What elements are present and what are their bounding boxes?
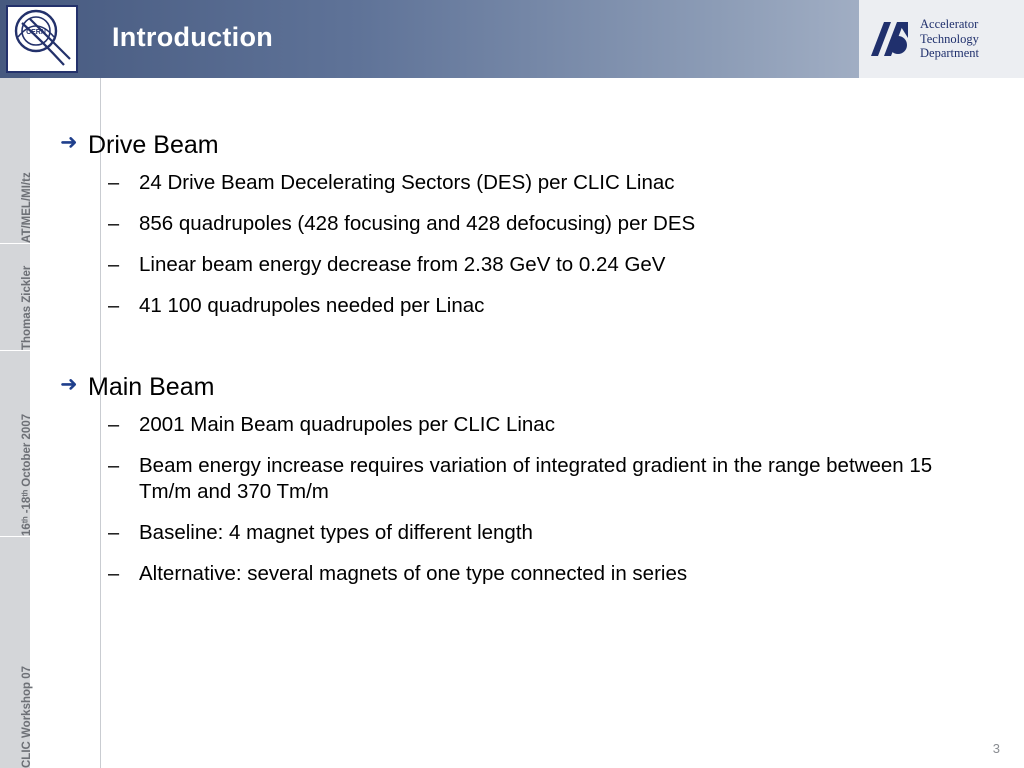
list-item-label: Alternative: several magnets of one type connected in series [139,562,688,585]
list-item [108,561,1010,587]
list-item-label: Baseline: 4 magnet types of different length [139,521,533,544]
accelerator-technology-department-logo-icon [867,16,913,62]
list-item [108,520,1010,546]
department-line-1: Accelerator [920,17,979,32]
sidebar-item-department: AT/MEL/MI/tz [21,172,33,243]
list-item-label: 2001 Main Beam quadrupoles per CLIC Linac [139,413,555,436]
sidebar-item-event: CLIC Workshop 07 [21,665,33,768]
dash-bullet-icon: – [108,295,120,317]
list-item-label: 24 Drive Beam Decelerating Sectors (DES) per CLIC Linac [139,171,675,194]
sidebar-divider [0,350,30,351]
page-title: Introduction [112,22,274,52]
svg-text:CERN: CERN [26,29,46,36]
dash-bullet-icon: – [108,414,120,436]
list-item-label: Linear beam energy decrease from 2.38 GeV to 0.24 GeV [139,253,666,276]
arrow-bullet-icon: ➜ [60,131,78,154]
dash-bullet-icon: – [108,172,120,194]
list-item [108,252,1010,278]
sidebar-divider [0,243,30,244]
sidebar-item-author: Thomas Zickler [21,265,33,350]
section-heading-label: Main Beam [88,373,215,401]
section-heading [60,130,1010,160]
list-item-label: 41 100 quadrupoles needed per Linac [139,294,485,317]
dash-bullet-icon: – [108,455,120,477]
dash-bullet-icon: – [108,213,120,235]
section-heading [60,372,1010,402]
cern-logo-icon [6,5,78,73]
section-heading-label: Drive Beam [88,131,219,159]
dash-bullet-icon: – [108,563,120,585]
department-logo-block [859,0,1024,78]
list-item [108,412,1010,438]
list-item [108,211,1010,237]
sidebar [0,78,33,768]
slide-body [60,130,1010,602]
department-name [920,17,979,61]
department-line-2: Technology [920,31,979,46]
dash-bullet-icon: – [108,522,120,544]
list-item-label: 856 quadrupoles (428 focusing and 428 defocusing) per DES [139,212,696,235]
list-item-label: Beam energy increase requires variation of integrated gradient in the range between 15 Tm/m and 370 Tm/m [139,454,933,503]
list-item [108,170,1010,196]
section-gap [60,334,1010,372]
list-item [108,453,1010,505]
department-line-3: Department [920,46,980,61]
sidebar-item-date: 16ᵗʰ -18ᵗʰ October 2007 [21,413,33,536]
sidebar-divider [0,536,30,537]
dash-bullet-icon: – [108,254,120,276]
slide-header [0,0,1024,78]
arrow-bullet-icon: ➜ [60,373,78,396]
page-number: 3 [992,741,1000,756]
list-item [108,293,1010,319]
